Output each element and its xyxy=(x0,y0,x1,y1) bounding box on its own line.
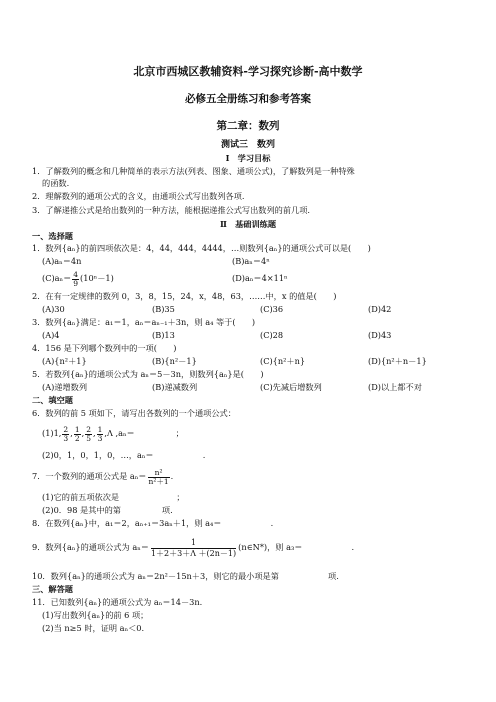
question-2-option-a: (A)30 xyxy=(42,304,65,314)
question-3-option-a: (A)4 xyxy=(42,330,60,340)
question-7-line-2: (2)0．98 是其中的第 项. xyxy=(42,505,173,515)
question-11-line-1: (1)写出数列{aₙ}的前 6 项； xyxy=(42,610,149,620)
question-4-option-b: (B){n²－1} xyxy=(152,356,197,366)
question-6-stem: 6．数列的前 5 项如下，请写出各数列的一个通项公式： xyxy=(32,408,236,418)
section-heading-basic: Ⅱ 基础训练题 xyxy=(219,219,277,229)
fraction: $\frac{1}{1+2+3+\Lambda +(2n-1)}$ xyxy=(150,537,237,558)
question-5-option-d: (D)以上都不对 xyxy=(368,382,422,392)
goal-line-2: 2．理解数列的通项公式的含义，由通项公式写出数列各项. xyxy=(32,191,245,201)
question-4-stem: 4．156 是下列哪个数列中的一项( ) xyxy=(32,343,177,353)
question-1-option-b: (B)aₙ＝4ⁿ xyxy=(232,256,270,266)
question-5-stem: 5．若数列{aₙ}的通项公式为 aₙ＝5－3n，则数列{aₙ}是( ) xyxy=(32,369,264,379)
question-2-option-b: (B)35 xyxy=(152,304,175,314)
question-2-option-d: (D)42 xyxy=(368,304,392,314)
part-title-fill: 二、填空题 xyxy=(32,395,73,405)
question-6-line-1: (1)1, $\frac{2}{3}$ , $\frac{1}{2}$ , $\frac{2}{5}$ , $\frac{1}{3}$ ,Λ ,aₙ＝ ； xyxy=(42,424,184,443)
question-1-option-a: (A)aₙ＝4n xyxy=(42,256,82,266)
question-3-stem: 3．数列{aₙ}满足：a₁＝1，aₙ＝aₙ₋₁＋3n，则 a₄ 等于( ) xyxy=(32,317,256,327)
question-3-option-d: (D)43 xyxy=(368,330,392,340)
goal-line-1-cont: 的函数. xyxy=(42,178,70,188)
fraction: $\frac{2}{5}$ xyxy=(86,424,91,443)
question-9: 9．数列{aₙ}的通项公式为 aₙ＝ $\frac{1}{1+2+3+\Lambda +(2n-1)}$ (n∈N*)，则 a₃＝ . xyxy=(32,537,355,558)
question-11-line-2: (2)当 n≥5 时，证明 aₙ＜0. xyxy=(42,623,145,633)
question-1-option-c: (C)aₙ＝ $\frac{4}{9}$ (10ⁿ－1) xyxy=(42,269,114,288)
fraction: $\frac{4}{9}$ xyxy=(73,269,79,288)
question-5-option-a: (A)递增数列 xyxy=(42,382,88,392)
question-2-stem: 2．在有一定规律的数列 0，3，8，15，24，x，48，63，……中，x 的值是( ) xyxy=(32,291,337,301)
part-title-choice: 一、选择题 xyxy=(32,231,73,241)
question-10: 10．数列{aₙ}的通项公式为 aₙ＝2n²－15n＋3，则它的最小项是第 项. xyxy=(32,571,339,581)
question-2-option-c: (C)36 xyxy=(260,304,284,314)
question-11-stem: 11．已知数列{aₙ}的通项公式为 aₙ＝14－3n. xyxy=(32,597,203,607)
fraction: $\frac{\text{n²}}{\text{n²＋1}}$ xyxy=(148,467,169,486)
question-5-option-c: (C)先减后增数列 xyxy=(260,382,322,392)
question-4-option-d: (D){n²＋n－1} xyxy=(368,356,427,366)
document-subtitle: 必修五全册练习和参考答案 xyxy=(185,93,311,105)
fraction: $\frac{1}{3}$ xyxy=(97,424,103,443)
test-heading: 测试三 数列 xyxy=(220,140,275,150)
fraction: $\frac{1}{2}$ xyxy=(74,424,80,443)
goal-line-3: 3．了解递推公式是给出数列的一种方法，能根据递推公式写出数列的前几项. xyxy=(32,205,311,215)
part-title-answer: 三、解答题 xyxy=(32,584,73,594)
question-7-stem: 7．一个数列的通项公式是 aₙ＝ $\frac{\text{n²}}{\text{n²＋1}}$ . xyxy=(32,467,174,486)
goal-line-1: 1．了解数列的概念和几种简单的表示方法(列表、图象、通项公式)，了解数列是一种特殊 xyxy=(32,166,355,176)
question-1-option-d: (D)aₙ＝4×11ⁿ xyxy=(232,273,288,283)
question-7-line-1: (1)它的前五项依次是 ； xyxy=(42,492,185,502)
section-heading-goals: Ⅰ 学习目标 xyxy=(225,153,271,163)
fraction: $\frac{2}{3}$ xyxy=(63,424,69,443)
question-4-option-a: (A){n²＋1} xyxy=(42,356,87,366)
question-3-option-c: (C)28 xyxy=(260,330,284,340)
question-8: 8．在数列{aₙ}中，a₁＝2，aₙ₊₁＝3aₙ＋1，则 a₄＝ . xyxy=(32,518,274,528)
question-1-stem: 1．数列{aₙ}的前四项依次是：4，44，444，4444，…则数列{aₙ}的通项公式可以是( ) xyxy=(32,243,371,253)
question-4-option-c: (C){n²＋n} xyxy=(260,356,306,366)
question-3-option-b: (B)13 xyxy=(152,330,175,340)
question-5-option-b: (B)递减数列 xyxy=(152,382,198,392)
chapter-heading: 第二章：数列 xyxy=(216,120,280,132)
question-6-line-2: (2)0，1，0，1，0，…，aₙ＝ . xyxy=(42,450,206,460)
document-title: 北京市西城区教辅资料-学习探究诊断-高中数学 xyxy=(133,65,363,78)
